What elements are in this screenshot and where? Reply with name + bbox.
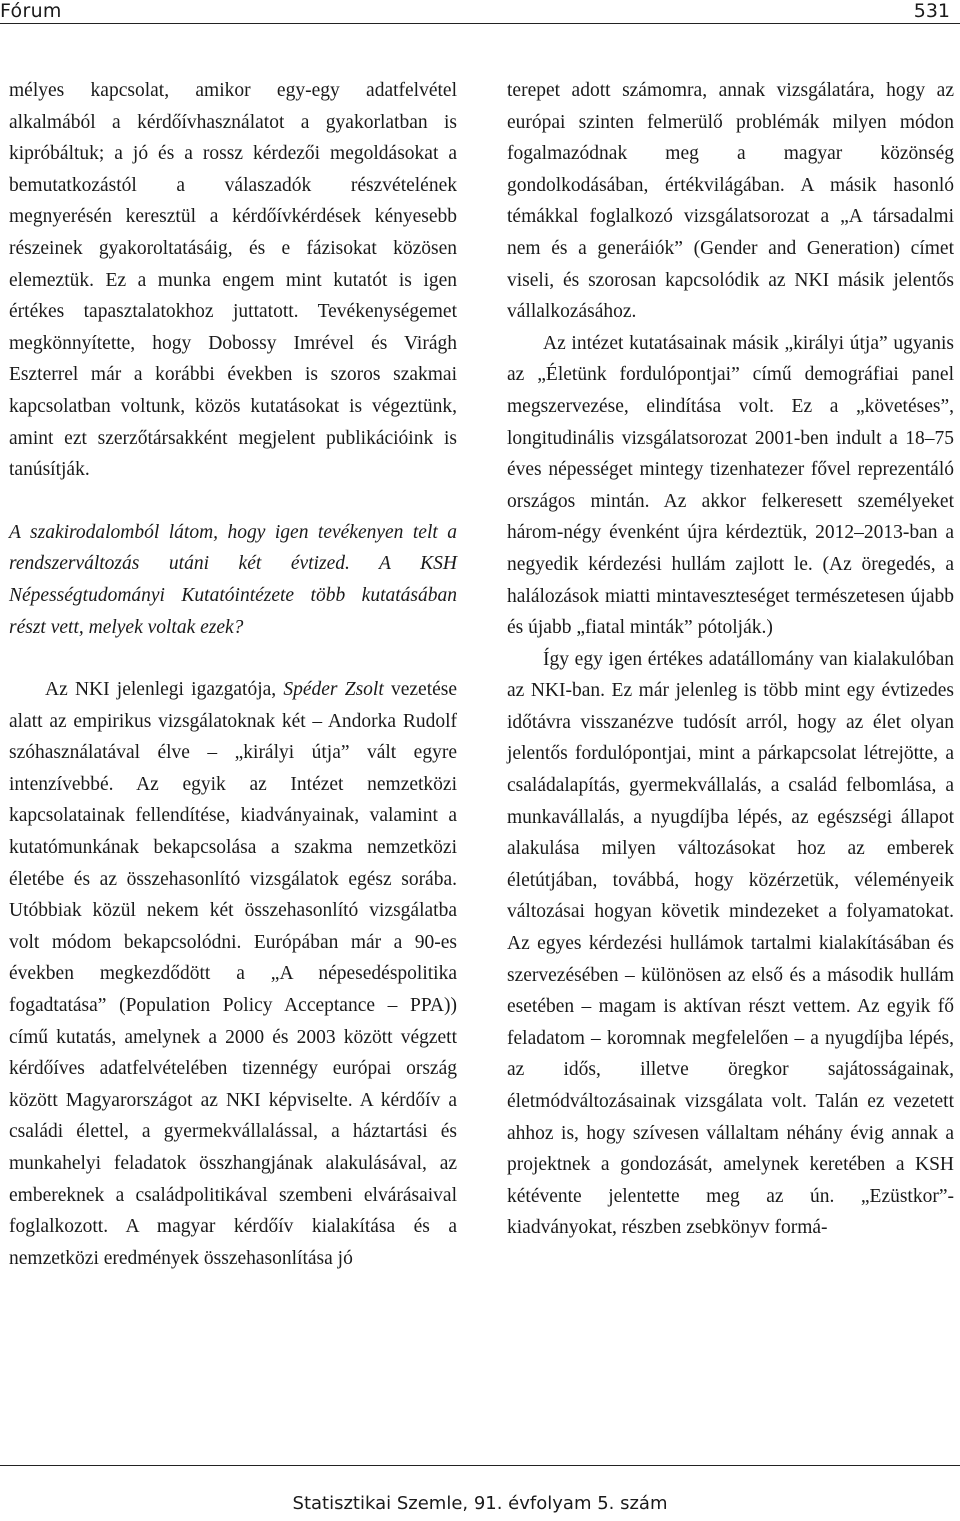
page-number: 531 bbox=[913, 0, 950, 22]
header-divider bbox=[0, 23, 960, 24]
right-paragraph-3: Így egy igen értékes adatállomány van kialakulóban az NKI-ban. Ez már jelenleg is több mint egy évtizedes időtávra visszanézve tudósít arról, hogy az élet olyan jelentős fordulópontjai, mint a párkapcsolat létrejötte, a családalapítás, gyermekvállalás, a család felbomlása, a munkavállalás, a nyugdíjba lépés, az egészségi állapot alakulása milyen változásokat hoz az emberek életútjában, továbbá, hogy közérzetük, véleményeik változásai hogyan követik mindezeket a folyamatokat. Az egyes kérdezési hullámok tartalmi kialakításában és szervezésében – különösen az első és a második hullám esetében – magam is aktívan részt vettem. Az egyik fő feladatom – koromnak megfelelően – a nyugdíjba lépés, az idős, illetve öregkor sajátosságainak, életmódváltozásainak vizsgálata volt. Talán ez vezetett ahhoz is, hogy szívesen vállaltam néhány évig annak a projektnek a gondozását, amelynek keretében a KSH kétévente jelentette meg az ún. „Ezüstkor”-kiadványokat, részben zsebkönyv formá- bbox=[507, 648, 954, 1239]
paragraph-start: Az NKI jelenlegi igazgatója, bbox=[45, 679, 284, 701]
left-paragraph-2 bbox=[9, 674, 457, 1274]
person-name: Spéder Zsolt bbox=[283, 679, 384, 701]
right-paragraph-1: terepet adott számomra, annak vizsgálatára, hogy az európai szinten felmerülő problémák milyen módon fogalmazódnak meg a magyar közönség gondolkodásában, értékvilágában. A másik hasonló témákkal foglalkozó vizsgálatsorozat a „A társadalmi nem és a generáiók” (Gender and Generation) címet viseli, és szorosan kapcsolódik az NKI másik jelentős vállalkozásához. bbox=[507, 80, 954, 323]
right-paragraph-2: Az intézet kutatásainak másik „királyi útja” ugyanis az „Életünk fordulópontjai” című demográfiai panel megszervezése, elindítása volt. Ez a „követéses”, longitudinális vizsgálatsorozat 2001-ben indult a 18–75 éves népességet mintegy tizenhatezer fővel reprezentáló országos mintán. Az akkor felkeresett személyeket három-négy évenként újra kérdeztük, 2012–2013-ban a negyedik kérdezési hullám zajlott le. (Az öregedés, a halálozások miatti mintaveszteséget természetesen újabb és újabb „fiatal minták” pótolják.) bbox=[507, 332, 954, 639]
right-column bbox=[507, 75, 954, 1244]
journal-footer: Statisztikai Szemle, 91. évfolyam 5. szám bbox=[292, 1493, 668, 1514]
interview-question: A szakirodalomból látom, hogy igen tevékenyen telt a rendszerváltozás utáni két évtized. A KSH Népességtudományi Kutatóintézete több kutatásában részt vett, melyek voltak ezek? bbox=[9, 521, 457, 638]
section-title: Fórum bbox=[0, 0, 62, 22]
paragraph-rest: vezetése alatt az empirikus vizsgálatoknak két – Andorka Rudolf szóhasználatával élve – „királyi útja” vált egyre intenzívebbé. Az egyik az Intézet nemzetközi kapcsolatainak fellendítése, kiadványainak, valamint a kutatómunkának bekapcsolása a szakma nemzetközi életébe és az összehasonlító vizsgálatok egész sorába. Utóbbiak közül nekem két összehasonlító vizsgálatba volt módom bekapcsolódni. Európában már a 90-es években megkezdődött a „A népesedéspolitika fogadtatása” (Population Policy Acceptance – PPA)) című kutatás, amelynek a 2000 és 2003 között végzett kérdőíves adatfelvételében tizennégy európai ország között Magyarországot az NKI képviselte. A kérdőív a családi élettel, a gyermekvállalással, a háztartási és munkahelyi feladatok összhangjának alakulásával, az embereknek a családpolitikával szembeni elvárásaival foglalkozott. A magyar kérdőív kialakítása és a nemzetközi eredmények összehasonlítása jó bbox=[9, 679, 458, 1269]
page-header bbox=[0, 0, 960, 22]
footer-divider bbox=[0, 1465, 960, 1466]
left-paragraph-1: mélyes kapcsolat, amikor egy-egy adatfelvétel alkalmából a kérdőívhasználatot a gyakorlatban is kipróbáltuk; a jó és a rossz kérdezői megoldásokat a bemutatkozástól a válaszadók részvételének megnyerésén keresztül a kérdőívkérdések kényesebb részeinek gyakoroltatásáig, és e fázisokat közösen elemeztük. Ez a munka engem mint kutatót is igen értékes tapasztalatokhoz juttatott. Tevékenységemet megkönnyítette, hogy Dobossy Imrével és Virágh Eszterrel már a korábbi években is szoros szakmai kapcsolatban voltunk, közös kutatásokat is végeztünk, amint ezt szerzőtársakként megjelent publikációink is tanúsítják. bbox=[9, 80, 457, 481]
left-column bbox=[9, 75, 457, 1274]
